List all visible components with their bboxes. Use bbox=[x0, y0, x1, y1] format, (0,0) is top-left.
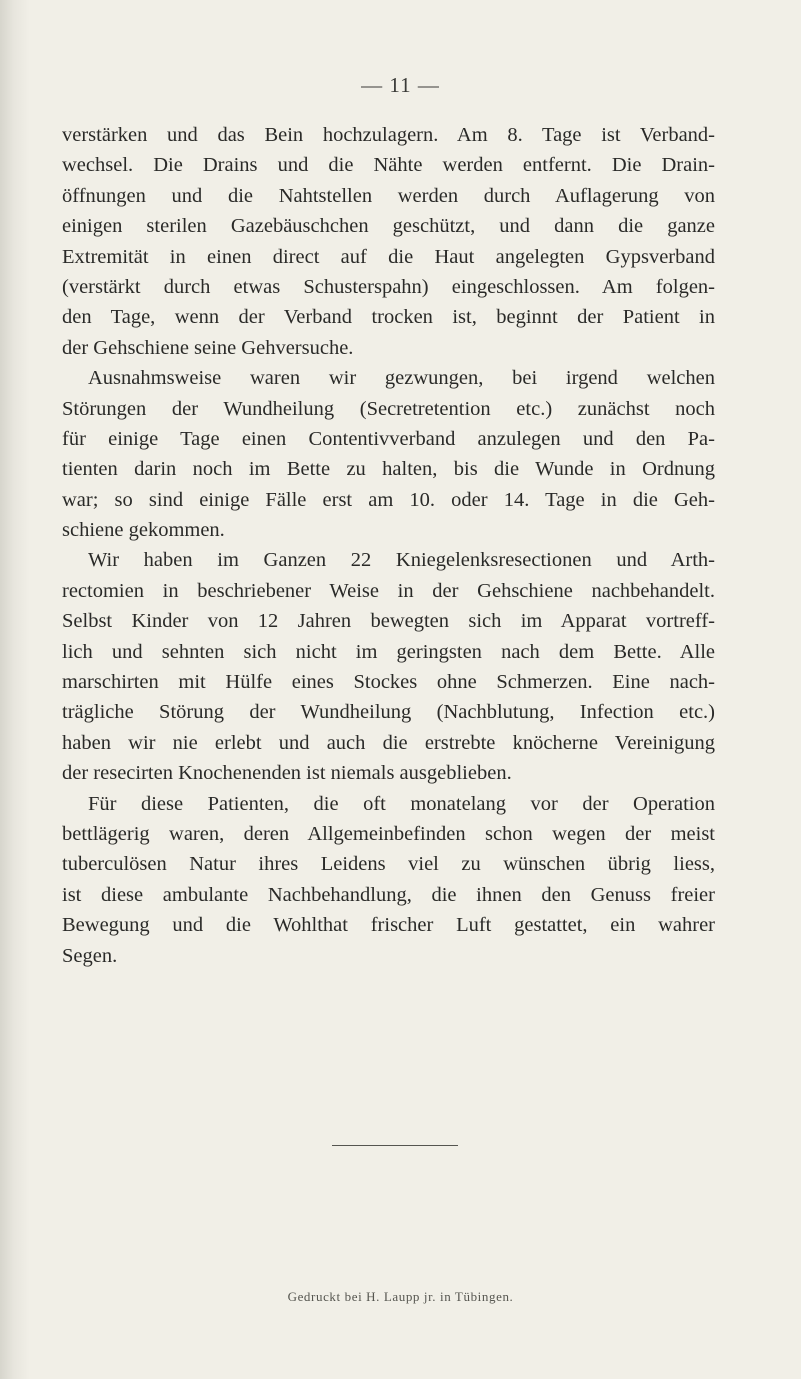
text-line: Selbst Kinder von 12 Jahren bewegten sich im Apparat vortreff- bbox=[62, 610, 715, 633]
paragraph-start-line: Wir haben im Ganzen 22 Kniegelenksresectionen und Arth- bbox=[88, 549, 715, 572]
text-line: (verstärkt durch etwas Schusterspahn) eingeschlossen. Am folgen- bbox=[62, 275, 715, 298]
text-line: für einige Tage einen Contentivverband anzulegen und den Pa- bbox=[62, 427, 715, 450]
printer-imprint: Gedruckt bei H. Laupp jr. in Tübingen. bbox=[287, 1289, 514, 1304]
text-line: trägliche Störung der Wundheilung (Nachblutung, Infection etc.) bbox=[62, 701, 715, 724]
text-line: haben wir nie erlebt und auch die erstrebte knöcherne Vereinigung bbox=[62, 731, 715, 754]
text-line: schiene gekommen. bbox=[62, 519, 225, 542]
paragraph-start-line: Für diese Patienten, die oft monatelang vor der Operation bbox=[88, 792, 715, 815]
text-line: lich und sehnten sich nicht im geringsten nach dem Bette. Alle bbox=[62, 640, 715, 663]
text-line: Extremität in einen direct auf die Haut angelegten Gypsverband bbox=[62, 245, 715, 268]
text-line: der resecirten Knochenenden ist niemals ausgeblieben. bbox=[62, 762, 512, 785]
text-line: den Tage, wenn der Verband trocken ist, beginnt der Patient in bbox=[62, 306, 715, 329]
text-line: verstärken und das Bein hochzulagern. Am 8. Tage ist Verband- bbox=[62, 124, 715, 146]
text-line: ist diese ambulante Nachbehandlung, die ihnen den Genuss freier bbox=[62, 883, 715, 906]
text-line: wechsel. Die Drains und die Nähte werden entfernt. Die Drain- bbox=[62, 154, 715, 177]
text-line: Störungen der Wundheilung (Secretretention etc.) zunächst noch bbox=[62, 397, 715, 420]
separator-rule bbox=[332, 1145, 458, 1146]
text-line: einigen sterilen Gazebäuschchen geschützt, und dann die ganze bbox=[62, 215, 715, 238]
text-line: marschirten mit Hülfe eines Stockes ohne Schmerzen. Eine nach- bbox=[62, 671, 715, 694]
body-text bbox=[62, 120, 715, 971]
page-number: — 11 — bbox=[361, 73, 440, 97]
paragraph-start-line: Ausnahmsweise waren wir gezwungen, bei irgend welchen bbox=[88, 367, 715, 390]
text-line: tienten darin noch im Bette zu halten, bis die Wunde in Ordnung bbox=[62, 458, 715, 481]
text-line: bettlägerig waren, deren Allgemeinbefinden schon wegen der meist bbox=[62, 822, 715, 845]
text-line: rectomien in beschriebener Weise in der Gehschiene nachbehandelt. bbox=[62, 579, 715, 602]
text-line: Bewegung und die Wohlthat frischer Luft gestattet, ein wahrer bbox=[62, 914, 715, 937]
text-line: der Gehschiene seine Gehversuche. bbox=[62, 336, 354, 359]
text-line: öffnungen und die Nahtstellen werden durch Auflagerung von bbox=[62, 184, 715, 207]
text-line: war; so sind einige Fälle erst am 10. oder 14. Tage in die Geh- bbox=[62, 488, 715, 511]
text-line: Segen. bbox=[62, 944, 118, 967]
text-line: tuberculösen Natur ihres Leidens viel zu wünschen übrig liess, bbox=[62, 853, 715, 876]
